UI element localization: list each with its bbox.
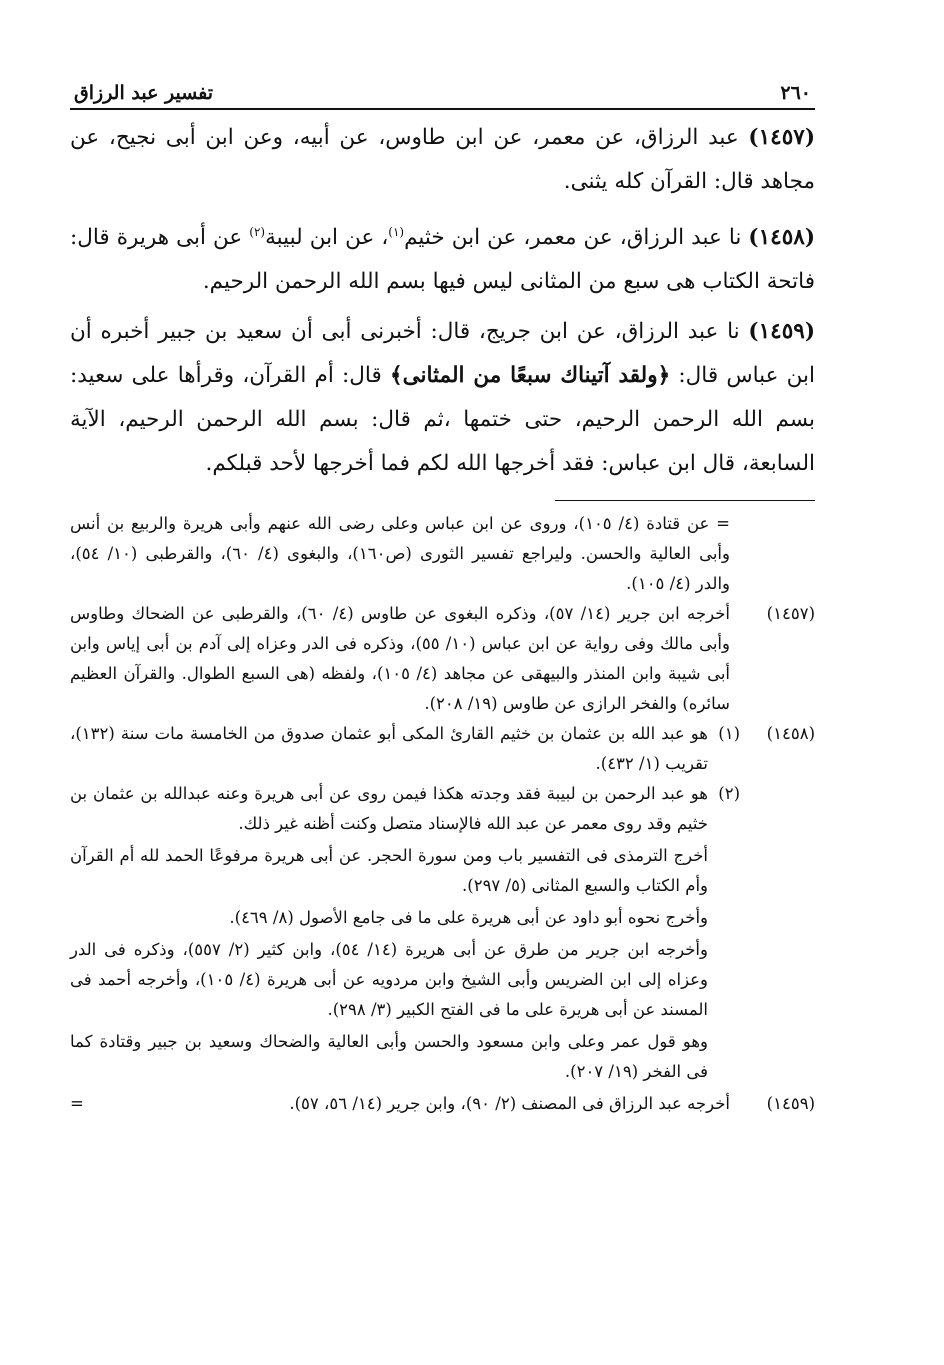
footnote-paragraph: وهو قول عمر وعلى وابن مسعود والحسن وأبى العالية والضحاك وسعيد بن جبير وقتادة كما فى الفخر (١٩/ ٢٠٧).	[70, 1032, 708, 1082]
hadith-number: (١٤٥٧)	[748, 125, 815, 150]
hadith-text: قال: أم القرآن، وقرأها على سعيد: بسم الله الرحمن الرحيم، حتى ختمها ،ثم قال: بسم الله الرحمن الرحيم، الآية السابعة، قال ابن عباس: فقد أخرجها الله لكم فما أخرجها لأحد قبلكم.	[70, 363, 815, 477]
footnote-sublabel: (١)	[718, 724, 740, 744]
footnote-1457	[70, 599, 815, 719]
footnote-ref: (٢)	[249, 225, 266, 239]
footnote-ref: (١)	[388, 225, 405, 239]
hadith-number: (١٤٥٩)	[748, 319, 815, 345]
footnote-1458-2	[70, 779, 815, 1089]
footnote-text: أخرجه ابن جرير (١٤/ ٥٧)، وذكره البغوى عن طاوس (٤/ ٦٠)، والقرطبى عن الضحاك وطاوس وأبى مالك وفى رواية عن ابن عباس (١٠/ ٥٥)، وذكره فى الدر وعزاه إلى آدم بن أبى إياس وابن أبى شيبة وابن المنذر والبيهقى عن مجاهد (٤/ ١٠٥)، ولفظه (هى السبع الطوال. والقرآن العظيم سائره) والفخر الرازى عن طاوس (١٩/ ٢٠٨).	[70, 604, 730, 714]
footnote-label: (١٤٥٩)	[766, 1094, 815, 1114]
book-title: تفسير عبد الرزاق	[74, 82, 214, 104]
footnote-sublabel: (٢)	[718, 784, 740, 804]
running-head	[70, 70, 815, 110]
footnote-separator	[555, 500, 815, 501]
hadith-1458	[70, 210, 815, 304]
hadith-number: (١٤٥٨)	[748, 225, 815, 251]
footnote-body	[70, 779, 708, 1089]
quran-verse: ﴿ولقد آتيناك سبعًا من المثانى﴾	[389, 363, 671, 389]
footnote-paragraph: وأخرجه ابن جرير من طرق عن أبى هريرة (١٤/ ٥٤)، وابن كثير (٢/ ٥٥٧)، وذكره فى الدر وعزاه إلى ابن الضريس وأبى الشيخ وابن مردويه عن أبى هريرة (٤/ ١٠٥)، وأخرجه أحمد فى المسند عن أبى هريرة على ما فى الفتح الكبير (٣/ ٢٩٨).	[70, 940, 708, 1020]
footnote-continuation	[70, 509, 815, 599]
hadith-text: نا عبد الرزاق، عن معمر، عن ابن خثيم	[404, 225, 742, 251]
footnote-paragraph: هو عبد الرحمن بن لبيبة فقد وجدته هكذا فيمن روى عن أبى هريرة وعنه عبدالله بن عثمان بن خثيم وقد روى معمر عن عبد الله فالإسناد متصل وكنت أظنه غير ذلك.	[70, 784, 708, 834]
footnote-1458-1	[70, 719, 815, 779]
hadith-text: عبد الرزاق، عن معمر، عن ابن طاوس، عن أبيه، وعن ابن أبى نجيح، عن مجاهد قال: القرآن كله يثنى.	[70, 125, 815, 194]
hadith-1459	[70, 310, 815, 486]
footnote-1459	[70, 1089, 815, 1119]
footnote-text: أخرجه عبد الرزاق فى المصنف (٢/ ٩٠)، وابن جرير (١٤/ ٥٦، ٥٧).	[289, 1094, 730, 1114]
hadith-1457	[70, 116, 815, 204]
footnote-label: (١٤٥٨)	[766, 724, 815, 744]
footnote-text: = عن قتادة (٤/ ١٠٥)، وروى عن ابن عباس وعلى رضى الله عنهم وأبى هريرة والربيع بن أنس وأبى العالية والحسن. وليراجع تفسير الثورى (ص١٦٠)، والبغوى (٤/ ٦٠)، والقرطبى (١٠/ ٥٤)، والدر (٤/ ١٠٥).	[70, 514, 731, 594]
footnote-paragraph: وأخرج نحوه أبو داود عن أبى هريرة على ما فى جامع الأصول (٨/ ٤٦٩).	[229, 908, 708, 928]
book-page	[70, 70, 815, 1119]
hadith-text: عن أبى هريرة قال: فاتحة الكتاب هى سبع من المثانى ليس فيها بسم الله الرحمن الرحيم.	[70, 225, 815, 295]
footnote-text: هو عبد الله بن عثمان بن خثيم القارئ المكى أبو عثمان صدوق من الخامسة مات سنة (١٣٢)، تقريب (١/ ٤٣٢).	[70, 724, 708, 774]
footnote-paragraph: أخرج الترمذى فى التفسير باب ومن سورة الحجر. عن أبى هريرة مرفوعًا الحمد لله أم القرآن وأم الكتاب والسبع المثانى (٥/ ٢٩٧).	[70, 846, 708, 896]
hadith-text: ، عن ابن لبيبة	[265, 225, 389, 251]
footnote-label: (١٤٥٧)	[766, 604, 815, 624]
page-number: ٢٦٠	[780, 82, 811, 104]
continued-mark: =	[70, 1094, 84, 1114]
hadith-text: نا عبد الرزاق، عن ابن جريج، قال: أخبرنى أبى أن سعيد بن جبير أخبره أن ابن عباس قال:	[70, 319, 815, 389]
